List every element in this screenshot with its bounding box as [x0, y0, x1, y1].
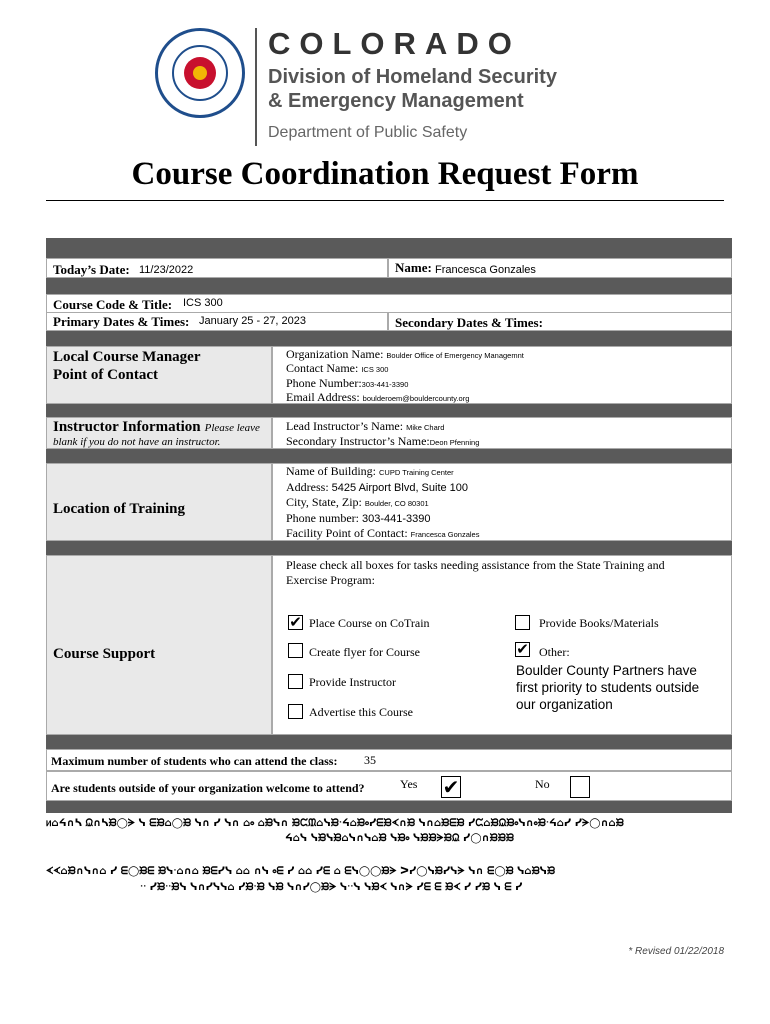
name-cell[interactable]	[388, 258, 732, 278]
garbled-text-line: ᔦ⌂ᓭ ᓭᙖᓭᙖ⌂ᓭ∩ᓭ⌂ᙖ ᓭᙖ⸰ ᓭᙖᙖᗒᙖᙉ ᓯ◯∩ᙖᙖᙖ	[285, 833, 514, 844]
advertise-checkbox[interactable]	[288, 704, 303, 719]
support-instructions: Please check all boxes for tasks needing assistance from the State Training and	[286, 558, 665, 572]
section-bar	[46, 331, 732, 346]
city-row[interactable]	[286, 495, 429, 511]
building-label: Name of Building:	[286, 464, 376, 478]
garbled-text-line: ᗉᗉ⌂ᙖ∩ᓭ∩⌂ ᓯ ᗴ◯ᙖᗴ ᙖᓭᐧ⌂∩⌂ ᙖᗴᓯᓭ ⌂⌂ ∩ᓭ ⸰ᗴ ᓯ ⌂⌂ ᓯᗴ ⌂ ᗴᓭ◯◯ᙖᗒ ᐳᓯ◯ᓭᙖᓯᓭᗒ ᓭ∩ ᗴ◯ᙖ ᓭ⌂ᙖᓭᙖ	[46, 866, 556, 877]
course-support-label-cell	[46, 555, 272, 735]
location-label: Location of Training	[53, 501, 185, 517]
secondary-instructor-value: Deon Pfenning	[429, 438, 480, 447]
org-name-value: Boulder Office of Emergency Managemnt	[386, 351, 524, 360]
local-manager-label-cell	[46, 346, 272, 404]
lead-instructor-label: Lead Instructor’s Name:	[286, 419, 404, 433]
primary-dates-value: January 25 - 27, 2023	[199, 315, 307, 327]
support-instructions-line2: Exercise Program:	[286, 573, 375, 587]
address-value: 5425 Airport Blvd, Suite 100	[331, 482, 469, 494]
instructor-fields	[272, 417, 732, 449]
department-name: Department of Public Safety	[268, 124, 468, 141]
phone-value: 303-441-3390	[361, 380, 409, 389]
address-label: Address:	[286, 480, 329, 494]
secondary-dates-label: Secondary Dates & Times:	[395, 315, 543, 330]
state-name: COLORADO	[268, 26, 521, 61]
header-divider	[255, 28, 257, 146]
title-rule	[46, 200, 724, 201]
course-support-label: Course Support	[53, 646, 156, 662]
yes-checkbox[interactable]: ✔	[442, 775, 460, 799]
section-bar	[46, 404, 732, 417]
building-value: CUPD Training Center	[379, 468, 454, 477]
division-line-2: & Emergency Management	[268, 90, 524, 112]
location-phone-label: Phone number:	[286, 511, 359, 525]
todays-date-value: 11/23/2022	[139, 264, 194, 276]
page-title: Course Coordination Request Form	[131, 156, 639, 192]
outside-students-label: Are students outside of your organization welcome to attend?	[51, 781, 365, 795]
max-students-value: 35	[364, 753, 376, 767]
section-bar	[46, 541, 732, 555]
instructor-info-label: Instructor Information	[53, 419, 201, 435]
building-row[interactable]	[286, 464, 454, 480]
section-bar	[46, 801, 732, 813]
other-label: Other:	[539, 645, 570, 659]
other-text[interactable]: Boulder County Partners have first priority to students outside our organization	[516, 663, 700, 712]
advertise-label: Advertise this Course	[309, 705, 413, 719]
course-code-label: Course Code & Title:	[53, 297, 173, 312]
section-bar	[46, 278, 732, 294]
facility-poc-value: Francesca Gonzales	[410, 530, 480, 539]
email-label: Email Address:	[286, 390, 360, 404]
instructor-checkbox[interactable]	[288, 674, 303, 689]
lead-instructor-row[interactable]	[286, 419, 444, 435]
city-label: City, State, Zip:	[286, 495, 362, 509]
location-fields	[272, 463, 732, 541]
yes-label: Yes	[400, 777, 418, 791]
other-checkbox[interactable]: ✔	[516, 640, 529, 658]
section-bar	[46, 449, 732, 463]
instructor-note-line2: blank if you do not have an instructor.	[53, 436, 221, 448]
local-manager-fields	[272, 346, 732, 404]
location-label-cell	[46, 463, 272, 541]
contact-name-value: ICS 300	[361, 365, 389, 374]
name-label: Name:	[395, 260, 432, 275]
contact-name-row[interactable]	[286, 361, 388, 377]
name-value: Francesca Gonzales	[435, 264, 536, 276]
garbled-text-line: ᐧᐧ ᓯᙖᐧᐧᙖᓭ ᓭ∩ᓯᓭᓭ⌂ ᓯᙖᐧᙖ ᓭᙖ ᓭ∩ᓯ◯ᙖᗒ ᓭᐧᐧᓭ ᓭᙖᗉ ᓭ∩ᗒ ᓯᗴ ᗴ ᙖᗉ ᓯ ᓯᙖ ᓭ ᗴ ᓯ	[140, 882, 523, 893]
no-label: No	[535, 777, 550, 791]
location-phone-row[interactable]	[286, 511, 431, 527]
primary-dates-cell[interactable]	[46, 312, 388, 331]
org-name-label: Organization Name:	[286, 347, 384, 361]
books-label: Provide Books/Materials	[539, 616, 659, 630]
revised-date: * Revised 01/22/2018	[628, 946, 724, 957]
flyer-label: Create flyer for Course	[309, 645, 420, 659]
course-support-fields	[272, 555, 732, 735]
local-manager-label: Local Course Manager	[53, 349, 201, 365]
email-value: boulderoem@bouldercounty.org	[362, 394, 470, 403]
facility-poc-label: Facility Point of Contact:	[286, 526, 408, 540]
primary-dates-label: Primary Dates & Times:	[53, 314, 190, 329]
no-checkbox[interactable]	[570, 776, 590, 798]
lead-instructor-value: Mike Chard	[406, 423, 445, 432]
todays-date-label: Today’s Date:	[53, 262, 130, 277]
section-bar	[46, 735, 732, 749]
homeland-security-seal-logo	[155, 28, 245, 118]
instructor-note: Please leave	[204, 422, 260, 434]
todays-date-cell[interactable]	[46, 258, 388, 278]
instructor-label-cell	[46, 417, 272, 449]
course-code-cell[interactable]	[46, 294, 732, 312]
books-checkbox[interactable]	[515, 615, 530, 630]
max-students-label: Maximum number of students who can attend the class:	[51, 754, 338, 768]
colorado-c-icon	[184, 57, 216, 89]
instructor-option-label: Provide Instructor	[309, 675, 396, 689]
flyer-checkbox[interactable]	[288, 643, 303, 658]
garbled-text-line: ᥢ⌂ᔦ∩ᓴ ᙉ∩ᓴᙖ◯ᗒ ᓭ ᗴᙖ⌂◯ᙖ ᓭ∩ ᓯ ᓭ∩ ⌂⸰ ⌂ᙖᓭ∩ ᙖᙅᙢ⌂ᓭᙖᐧᔦ⌂ᙖ⸰ᓯᗴᙖᗉ∩ᙖ ᓭ∩⌂ᙖᗴᙖ ᓯᙅ⌂ᙖᙉᙖ⸰ᓭ∩⸰ᙖᐧᔦ⌂ᓯ ᓯᗒ◯∩⌂ᙖ	[46, 818, 624, 829]
max-students-row[interactable]	[46, 749, 732, 771]
secondary-instructor-label: Secondary Instructor’s Name:	[286, 434, 430, 448]
seal-inner-ring	[172, 45, 228, 101]
cotrain-checkbox[interactable]: ✔	[289, 613, 302, 631]
address-row[interactable]	[286, 480, 468, 496]
city-value: Boulder, CO 80301	[364, 499, 429, 508]
secondary-instructor-row[interactable]	[286, 434, 479, 450]
facility-poc-row[interactable]	[286, 526, 479, 542]
point-of-contact-label: Point of Contact	[53, 367, 158, 383]
course-code-value: ICS 300	[183, 297, 223, 309]
outside-students-row	[46, 771, 732, 801]
contact-name-label: Contact Name:	[286, 361, 359, 375]
secondary-dates-cell[interactable]	[388, 312, 732, 331]
phone-label: Phone Number:	[286, 376, 362, 390]
section-bar	[46, 238, 732, 258]
cotrain-label: Place Course on CoTrain	[309, 616, 430, 630]
location-phone-value: 303-441-3390	[362, 513, 431, 525]
division-line-1: Division of Homeland Security	[268, 66, 557, 88]
